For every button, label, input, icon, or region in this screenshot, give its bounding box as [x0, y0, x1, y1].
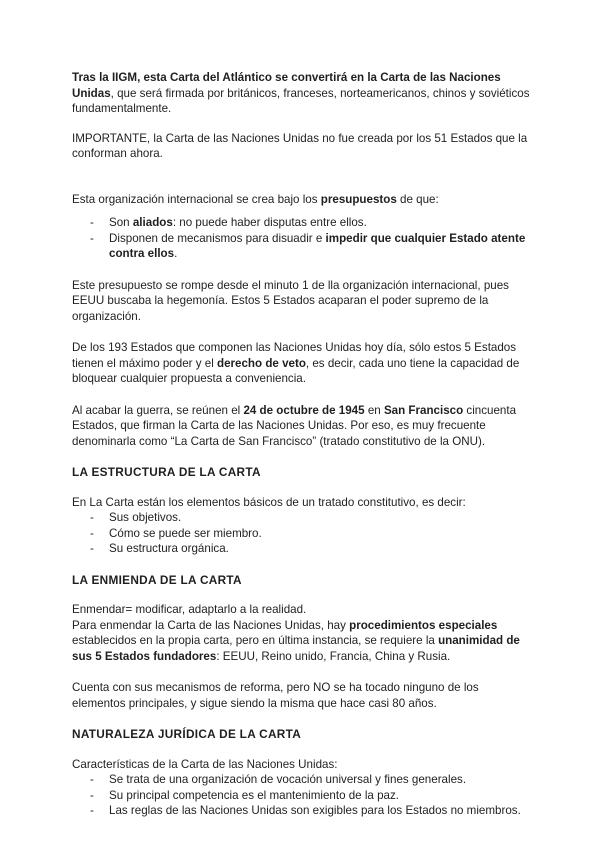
paragraph-san-francisco [72, 403, 530, 450]
bold-text: 24 de octubre de 1945 [243, 403, 365, 417]
paragraph-text: Para enmendar la Carta de las Naciones Unidas, hay [72, 618, 350, 632]
paragraph-estructura-intro: En La Carta están los elementos básicos de un tratado constitutivo, es decir: [72, 495, 466, 509]
list-item-text: Son [109, 216, 133, 229]
paragraph-caracteristicas-intro: Características de la Carta de las Naciones Unidas: [72, 757, 338, 771]
list-item-text: Disponen de mecanismos para disuadir e [109, 231, 326, 245]
bold-text: derecho de veto [217, 356, 306, 370]
paragraph-text: en [364, 403, 384, 417]
bold-text: unanimidad de sus 5 Estados fundadores [72, 634, 520, 663]
bold-text: procedimientos especiales [349, 618, 498, 632]
paragraph-text: Esta organización internacional se crea bajo los [72, 192, 321, 206]
paragraph-importante: IMPORTANTE, la Carta de las Naciones Unidas no fue creada por los 51 Estados que la conforman ahora. [72, 131, 528, 160]
list-item: - Cómo se puede ser miembro. [72, 526, 530, 542]
paragraph-carta-atlantico [72, 70, 530, 117]
list-item: - Las reglas de las Naciones Unidas son exigibles para los Estados no miembros. [72, 803, 530, 819]
list-item: - Su principal competencia es el mantenimiento de la paz. [72, 788, 530, 804]
caracteristicas-list [72, 772, 530, 819]
estructura-list [72, 510, 530, 557]
list-item: - Sus objetivos. [72, 510, 530, 526]
paragraph-reforma: Cuenta con sus mecanismos de reforma, pero NO se ha tocado ninguno de los elementos principales, y sigue siendo la misma que hace casi 80 años. [72, 681, 479, 710]
bold-text: Tras la IIGM, esta Carta del Atlántico se convertirá en la Carta de las Naciones Unidas [72, 71, 501, 100]
paragraph-hegemonia: Este presupuesto se rompe desde el minuto 1 de lla organización internacional, pues EEUU buscaba la hegemonía. Estos 5 Estados acaparan el poder supremo de la organización. [72, 278, 509, 323]
list-item [72, 231, 530, 262]
bold-text: impedir que cualquier Estado atente contra ellos [109, 231, 526, 260]
list-item: - Su estructura orgánica. [72, 541, 530, 557]
section-heading-enmienda: LA ENMIENDA DE LA CARTA [72, 572, 242, 587]
paragraph-text: cincuenta Estados, que firman la Carta de las Naciones Unidas. Por eso, es muy frecuente denominarla como “La Carta de San Francisco” (tratado constitutivo de la ONU). [72, 403, 517, 448]
bold-text: presupuestos [320, 192, 397, 206]
list-item-text: : no puede haber disputas entre ellos. [172, 216, 367, 229]
list-item [72, 215, 530, 231]
bold-text: aliados [132, 216, 173, 229]
paragraph-text: , es decir, cada uno tiene la capacidad de bloquear cualquier propuesta a conveniencia. [72, 356, 520, 385]
paragraph-text: , que será firmada por británicos, franceses, norteamericanos, chinos y soviéticos fundamentalmente. [72, 86, 530, 115]
paragraph-text: De los 193 Estados que componen las Naciones Unidas hoy día, sólo estos 5 Estados tienen el máximo poder y el [72, 341, 517, 370]
paragraph-text: : EEUU, Reino unido, Francia, China y Rusia. [216, 649, 451, 663]
section-heading-naturaleza: NATURALEZA JURÍDICA DE LA CARTA [72, 727, 302, 741]
paragraph-presupuestos-intro [72, 192, 530, 208]
paragraph-enmendar-definicion: Enmendar= modificar, adaptarlo a la realidad. [72, 603, 307, 616]
list-item-text: . [174, 247, 178, 260]
paragraph-text: Al acabar la guerra, se reúnen el [72, 403, 244, 417]
paragraph-enmienda-procedimiento [72, 618, 530, 665]
section-heading-estructura: LA ESTRUCTURA DE LA CARTA [72, 465, 261, 479]
paragraph-derecho-veto [72, 340, 530, 387]
presupuestos-list [72, 215, 530, 262]
document-body [72, 70, 530, 819]
paragraph-text: de que: [396, 192, 439, 206]
paragraph-text: establecidos en la propia carta, pero en última instancia, se requiere la [72, 634, 439, 647]
list-item: - Se trata de una organización de vocación universal y fines generales. [72, 772, 530, 788]
bold-text: San Francisco [383, 403, 464, 417]
